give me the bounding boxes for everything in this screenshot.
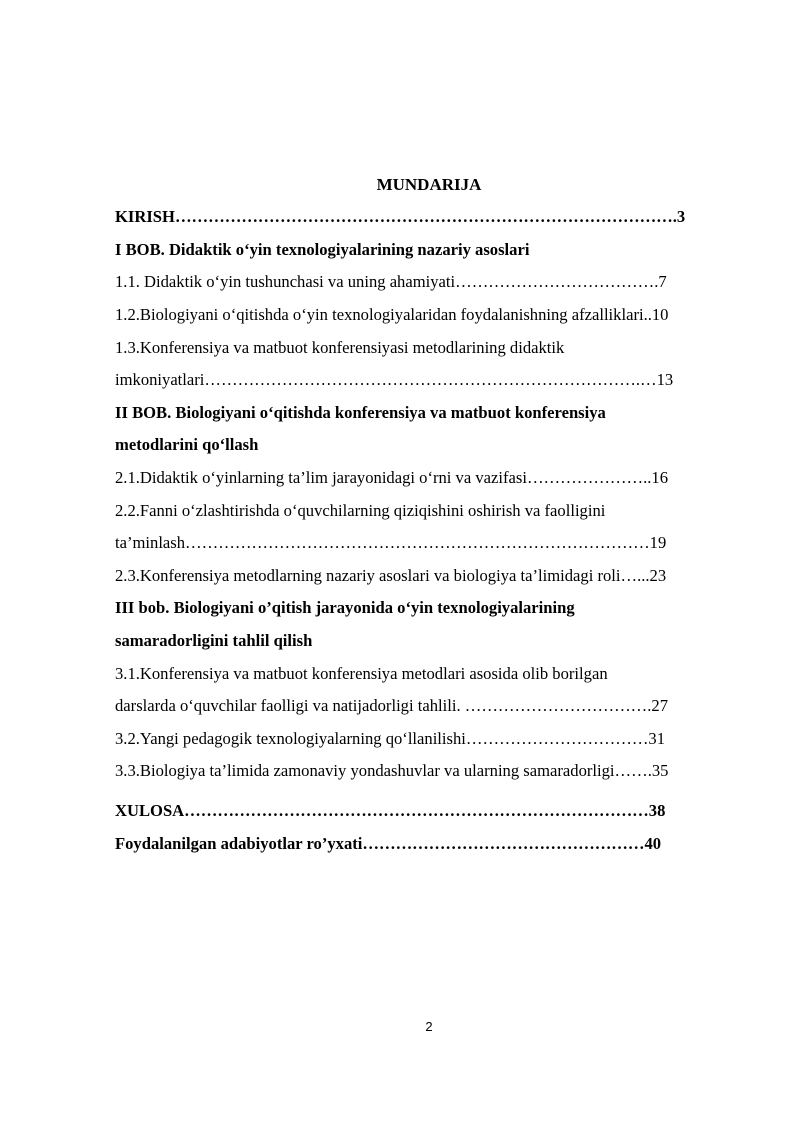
toc-entry-1-3-line-2: imkoniyatlari…………………………………………………………………….…13: [115, 370, 674, 389]
toc-chapter-3-heading-line-2: samaradorligini tahlil qilish: [115, 631, 313, 650]
toc-entry-1-1: 1.1. Didaktik o‘yin tushunchasi va uning ahamiyati……………………………….7: [115, 272, 667, 291]
toc-chapter-3-heading-line-1: III bob. Biologiyani o’qitish jarayonida o‘yin texnologiyalarining: [115, 598, 575, 617]
toc-entry-xulosa: XULOSA…………………………………………………………………………38: [115, 801, 666, 820]
toc-chapter-2-heading-line-2: metodlarini qo‘llash: [115, 435, 259, 454]
toc-entry-2-1: 2.1.Didaktik o‘yinlarning ta’lim jarayonidagi o‘rni va vazifasi…………………..16: [115, 468, 669, 487]
toc-entry-3-1-line-1: 3.1.Konferensiya va matbuot konferensiya metodlari asosida olib borilgan: [115, 664, 608, 683]
toc-chapter-1-heading: I BOB. Didaktik o‘yin texnologiyalarining nazariy asoslari: [115, 240, 530, 259]
toc-entry-2-2-line-1: 2.2.Fanni o‘zlashtirishda o‘quvchilarning qiziqishini oshirish va faolligini: [115, 501, 606, 520]
page-number: 2: [425, 1019, 433, 1034]
toc-entry-3-2: 3.2.Yangi pedagogik texnologiyalarning qo‘llanilishi……………………………31: [115, 729, 666, 748]
toc-entry-1-2: 1.2.Biologiyani o‘qitishda o‘yin texnologiyalaridan foydalanishning afzalliklari..10: [115, 305, 669, 324]
toc-entry-kirish: KIRISH……………………………………………………………………………….3: [115, 207, 686, 226]
toc-entry-3-1-line-2: darslarda o‘quvchilar faolligi va natijadorligi tahlili. …………………………….27: [115, 696, 669, 715]
page-title: MUNDARIJA: [376, 175, 482, 194]
toc-entry-3-3: 3.3.Biologiya ta’limida zamonaviy yondashuvlar va ularning samaradorligi…….35: [115, 761, 669, 780]
toc-chapter-2-heading-line-1: II BOB. Biologiyani o‘qitishda konferensiya va matbuot konferensiya: [115, 403, 606, 422]
toc-entry-1-3-line-1: 1.3.Konferensiya va matbuot konferensiyasi metodlarining didaktik: [115, 338, 565, 357]
toc-entry-2-3: 2.3.Konferensiya metodlarning nazariy asoslari va biologiya ta’limidagi roli…...23: [115, 566, 667, 585]
toc-entry-2-2-line-2: ta’minlash…………………………………………………………………………19: [115, 533, 667, 552]
toc-entry-bibliography: Foydalanilgan adabiyotlar ro’yxati……………………………………………40: [115, 834, 662, 853]
